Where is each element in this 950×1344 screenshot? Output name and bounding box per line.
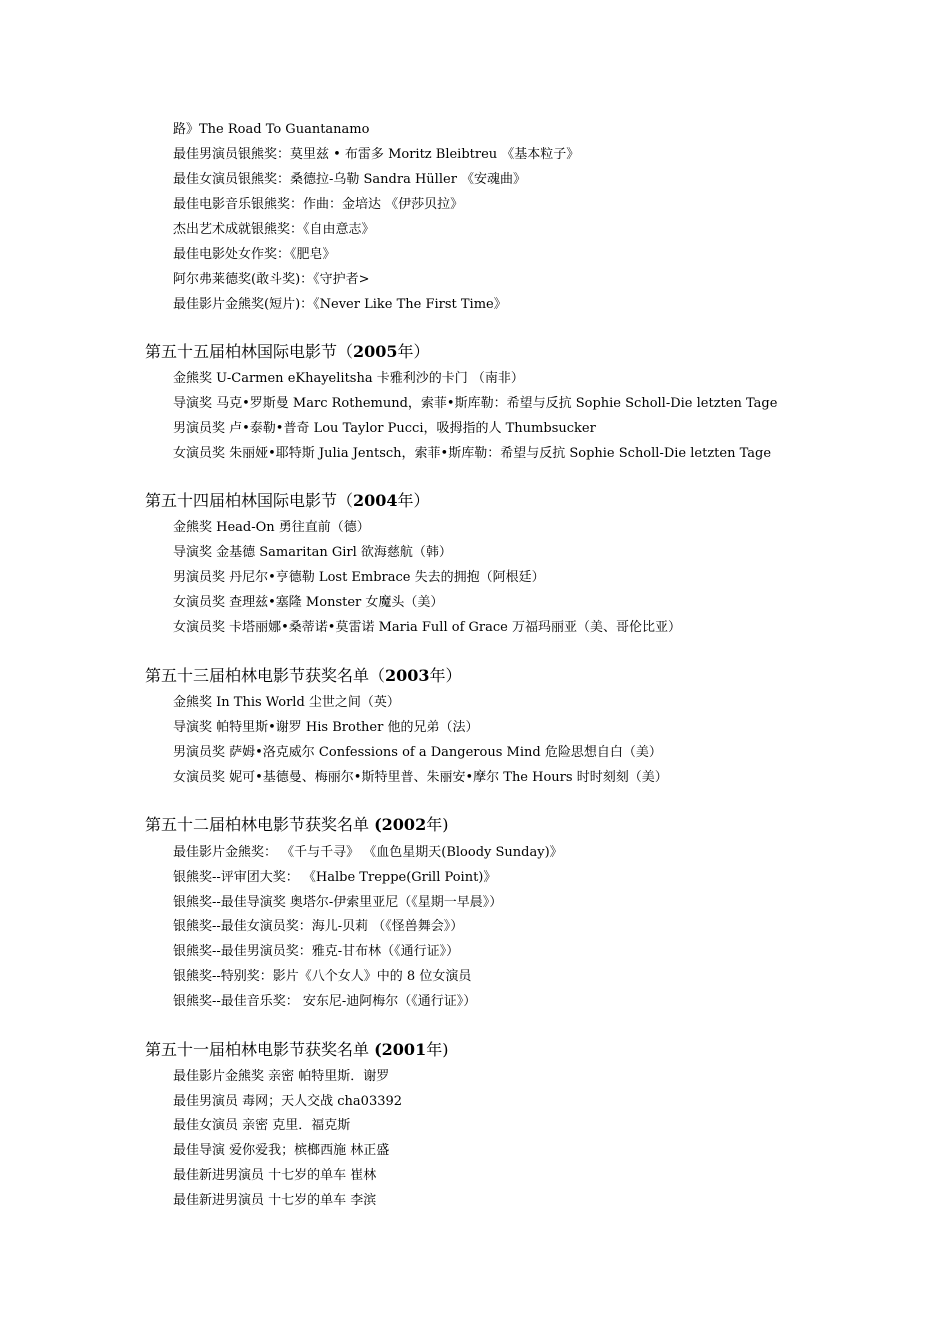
award-line: 银熊奖--最佳音乐奖： 安东尼-迪阿梅尔（《通行证》）	[173, 994, 477, 1009]
award-line: 银熊奖--最佳导演奖 奥塔尔-伊索里亚尼（《星期一早晨》）	[173, 895, 503, 910]
intro-line: 最佳电影处女作奖：《肥皂》	[173, 247, 336, 262]
award-line: 男演员奖 萨姆•洛克威尔 Confessions of a Dangerous Mind 危险思想自白（美）	[173, 745, 662, 760]
intro-line: 最佳男演员银熊奖：莫里兹 • 布雷多 Moritz Bleibtreu 《基本粒子》	[173, 147, 580, 162]
section-heading-2004: 第五十四届柏林国际电影节（2004年）	[145, 491, 430, 510]
intro-line: 最佳影片金熊奖(短片)：《Never Like The First Time》	[173, 297, 507, 312]
intro-line: 杰出艺术成就银熊奖：《自由意志》	[173, 222, 375, 237]
award-line: 最佳女演员 亲密 克里．福克斯	[173, 1118, 351, 1133]
award-line: 最佳新进男演员 十七岁的单车 李滨	[173, 1193, 377, 1208]
award-line: 最佳新进男演员 十七岁的单车 崔林	[173, 1168, 377, 1183]
award-line: 银熊奖--最佳男演员奖：雅克-甘布林（《通行证》）	[173, 944, 460, 959]
section-heading-2003: 第五十三届柏林电影节获奖名单（2003年）	[145, 666, 462, 685]
award-line: 导演奖 金基德 Samaritan Girl 欲海慈航（韩）	[173, 545, 452, 560]
award-line: 金熊奖 In This World 尘世之间（英）	[173, 695, 400, 710]
award-line: 最佳导演 爱你爱我；槟榔西施 林正盛	[173, 1143, 390, 1158]
award-line: 导演奖 马克•罗斯曼 Marc Rothemund，索菲•斯库勒：希望与反抗 Sophie Scholl-Die letzten Tage	[173, 396, 778, 411]
award-line: 银熊奖--特别奖：影片《八个女人》中的 8 位女演员	[173, 969, 472, 984]
section-heading-2002: 第五十二届柏林电影节获奖名单 (2002年)	[145, 815, 449, 834]
award-line: 男演员奖 丹尼尔•亨德勒 Lost Embrace 失去的拥抱（阿根廷）	[173, 570, 545, 585]
section-heading-2001: 第五十一届柏林电影节获奖名单 (2001年)	[145, 1040, 449, 1059]
award-line: 银熊奖--评审团大奖： 《Halbe Treppe(Grill Point)》	[173, 870, 497, 885]
award-line: 男演员奖 卢•泰勒•普奇 Lou Taylor Pucci，吸拇指的人 Thumbsucker	[173, 421, 596, 436]
award-line: 银熊奖--最佳女演员奖：海儿-贝莉 （《怪兽舞会》）	[173, 919, 464, 934]
award-line: 金熊奖 Head-On 勇往直前（德）	[173, 520, 370, 535]
award-line: 女演员奖 朱丽娅•耶特斯 Julia Jentsch，索菲•斯库勒：希望与反抗 Sophie Scholl-Die letzten Tage	[173, 446, 772, 461]
award-line: 最佳男演员 毒网；天人交战 cha03392	[173, 1094, 403, 1109]
intro-line: 路》The Road To Guantanamo	[173, 122, 370, 137]
award-line: 女演员奖 妮可•基德曼、梅丽尔•斯特里普、朱丽安•摩尔 The Hours 时时刻刻（美）	[173, 770, 668, 785]
intro-line: 阿尔弗莱德奖(敢斗奖)：《守护者>	[173, 272, 370, 287]
award-line: 最佳影片金熊奖： 《千与千寻》 《血色星期天(Bloody Sunday)》	[173, 845, 563, 860]
award-line: 女演员奖 卡塔丽娜•桑蒂诺•莫雷诺 Maria Full of Grace 万福玛丽亚（美、哥伦比亚）	[173, 620, 681, 635]
award-line: 金熊奖 U-Carmen eKhayelitsha 卡雅利沙的卡门 （南非）	[173, 371, 524, 386]
section-heading-2005: 第五十五届柏林国际电影节（2005年）	[145, 342, 430, 361]
award-line: 女演员奖 查理兹•塞隆 Monster 女魔头（美）	[173, 595, 444, 610]
award-line: 导演奖 帕特里斯•谢罗 His Brother 他的兄弟（法）	[173, 720, 479, 735]
intro-line: 最佳电影音乐银熊奖：作曲：金培达 《伊莎贝拉》	[173, 197, 464, 212]
award-line: 最佳影片金熊奖 亲密 帕特里斯．谢罗	[173, 1069, 390, 1084]
intro-line: 最佳女演员银熊奖：桑德拉-乌勒 Sandra Hüller 《安魂曲》	[173, 172, 527, 187]
